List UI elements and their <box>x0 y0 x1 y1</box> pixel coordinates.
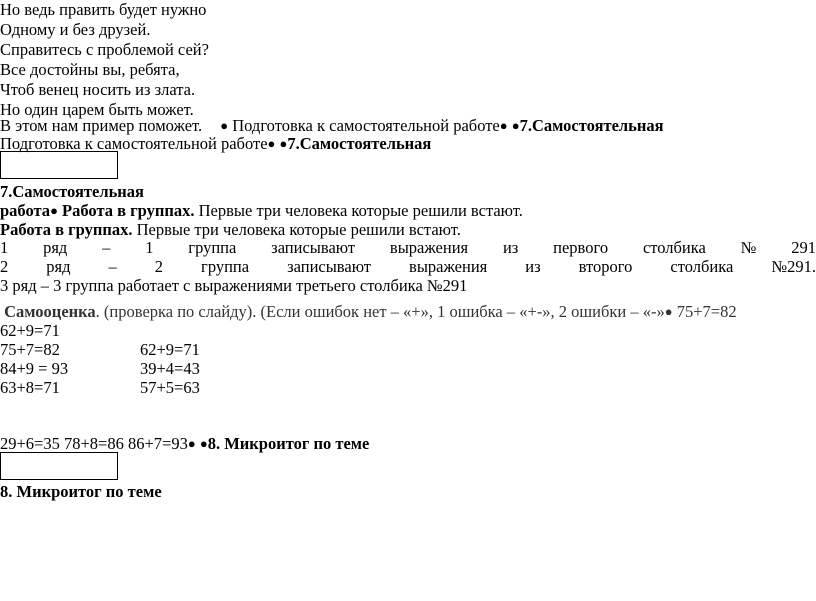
self-assessment-label: Самооценка <box>4 302 96 321</box>
group-work-bold-1: Работа в группах. <box>62 201 195 220</box>
micro-heading: 8. Микроитог по теме <box>0 482 162 501</box>
row1-word: группа <box>188 238 237 257</box>
row-3-instructions: 3 ряд – 3 группа работает с выражениями третьего столбика №291 <box>0 276 468 295</box>
poem-line-7-text: В этом нам пример поможет. <box>0 116 203 135</box>
group-work-line-1 <box>0 201 523 222</box>
self-assessment-eq: 75+7=82 <box>672 302 737 321</box>
row2-word: выражения <box>409 257 488 276</box>
row2-word: 2 <box>154 257 164 276</box>
eq-col-a: 84+9 = 93 <box>0 359 69 378</box>
prep-text-1: Подготовка к самостоятельной работе <box>228 116 500 135</box>
row1-word: первого <box>553 238 609 257</box>
empty-box-1 <box>0 151 118 179</box>
bullet-icon: ● <box>220 118 229 133</box>
bullet-icon: ● <box>50 203 58 218</box>
poem-line-5: Чтоб венец носить из злата. <box>0 80 196 99</box>
row1-word: 291 <box>791 238 816 257</box>
group-work-text-1: Первые три человека которые решили встают. <box>194 201 523 220</box>
independent-label-1: 7.Самостоятельная <box>519 116 664 135</box>
poem-line-1: Но ведь править будет нужно <box>0 0 207 19</box>
row1-word: № <box>740 238 757 257</box>
self-assessment-line <box>0 302 816 323</box>
row1-word: – <box>102 238 111 257</box>
eq-col-a: 75+7=82 <box>0 340 60 359</box>
eq-row-1 <box>0 340 200 360</box>
row2-word: 2 <box>0 257 9 276</box>
bullet-icon: ● <box>511 118 520 133</box>
group-work-text-2: Первые три человека которые решили встают. <box>132 220 461 239</box>
bullet-icon: ● <box>199 436 208 451</box>
prep-text-2: Подготовка к самостоятельной работе <box>0 134 268 153</box>
bullet-icon: ● <box>499 118 508 133</box>
row-2-instructions <box>0 257 816 277</box>
eq-row-2 <box>0 359 200 379</box>
row2-word: №291. <box>771 257 816 276</box>
self-assessment-text: . (проверка по слайду). (Если ошибок нет – «+», 1 ошибка – «+-», 2 ошибки – «-» <box>95 302 665 321</box>
row2-word: столбика <box>670 257 734 276</box>
micro-inline: 8. Микроитог по теме <box>207 434 370 453</box>
row2-word: второго <box>578 257 633 276</box>
bullet-icon: ● <box>267 136 276 151</box>
row1-word: ряд <box>43 238 68 257</box>
independent-label-2: 7.Самостоятельная <box>287 134 432 153</box>
work-label: работа <box>0 201 51 220</box>
eq-col-b: 57+5=63 <box>140 378 200 397</box>
group-work-line-2 <box>0 220 461 240</box>
row2-word: группа <box>201 257 250 276</box>
bullet-icon: ● <box>279 136 288 151</box>
row2-word: записывают <box>287 257 372 276</box>
empty-box-2 <box>0 452 118 480</box>
poem-line-4: Все достойны вы, ребята, <box>0 60 180 79</box>
row2-word: из <box>525 257 541 276</box>
eq-row-3 <box>0 378 200 398</box>
row2-word: ряд <box>46 257 71 276</box>
row-1-instructions <box>0 238 816 258</box>
row1-word: столбика <box>642 238 706 257</box>
row1-word: записывают <box>271 238 356 257</box>
bullet-icon: ● <box>187 436 196 451</box>
last-eq: 29+6=35 78+8=86 86+7=93 <box>0 434 188 453</box>
group-work-bold-2: Работа в группах. <box>0 220 133 239</box>
row2-word: – <box>108 257 117 276</box>
row1-word: 1 <box>0 238 9 257</box>
eq-col-b: 62+9=71 <box>140 340 200 359</box>
eq-col-a: 63+8=71 <box>0 378 60 397</box>
row1-word: из <box>502 238 519 257</box>
poem-line-3: Справитесь с проблемой сей? <box>0 40 209 59</box>
poem-line-2: Одному и без друзей. <box>0 20 151 39</box>
section-7-heading: 7.Самостоятельная <box>0 182 144 201</box>
bullet-icon: ● <box>664 304 673 319</box>
poem-line-6: Но один царем быть может. <box>0 100 194 119</box>
eq-col-b: 39+4=43 <box>140 359 200 378</box>
row1-word: 1 <box>145 238 154 257</box>
row1-word: выражения <box>389 238 469 257</box>
eq-first: 62+9=71 <box>0 321 60 340</box>
